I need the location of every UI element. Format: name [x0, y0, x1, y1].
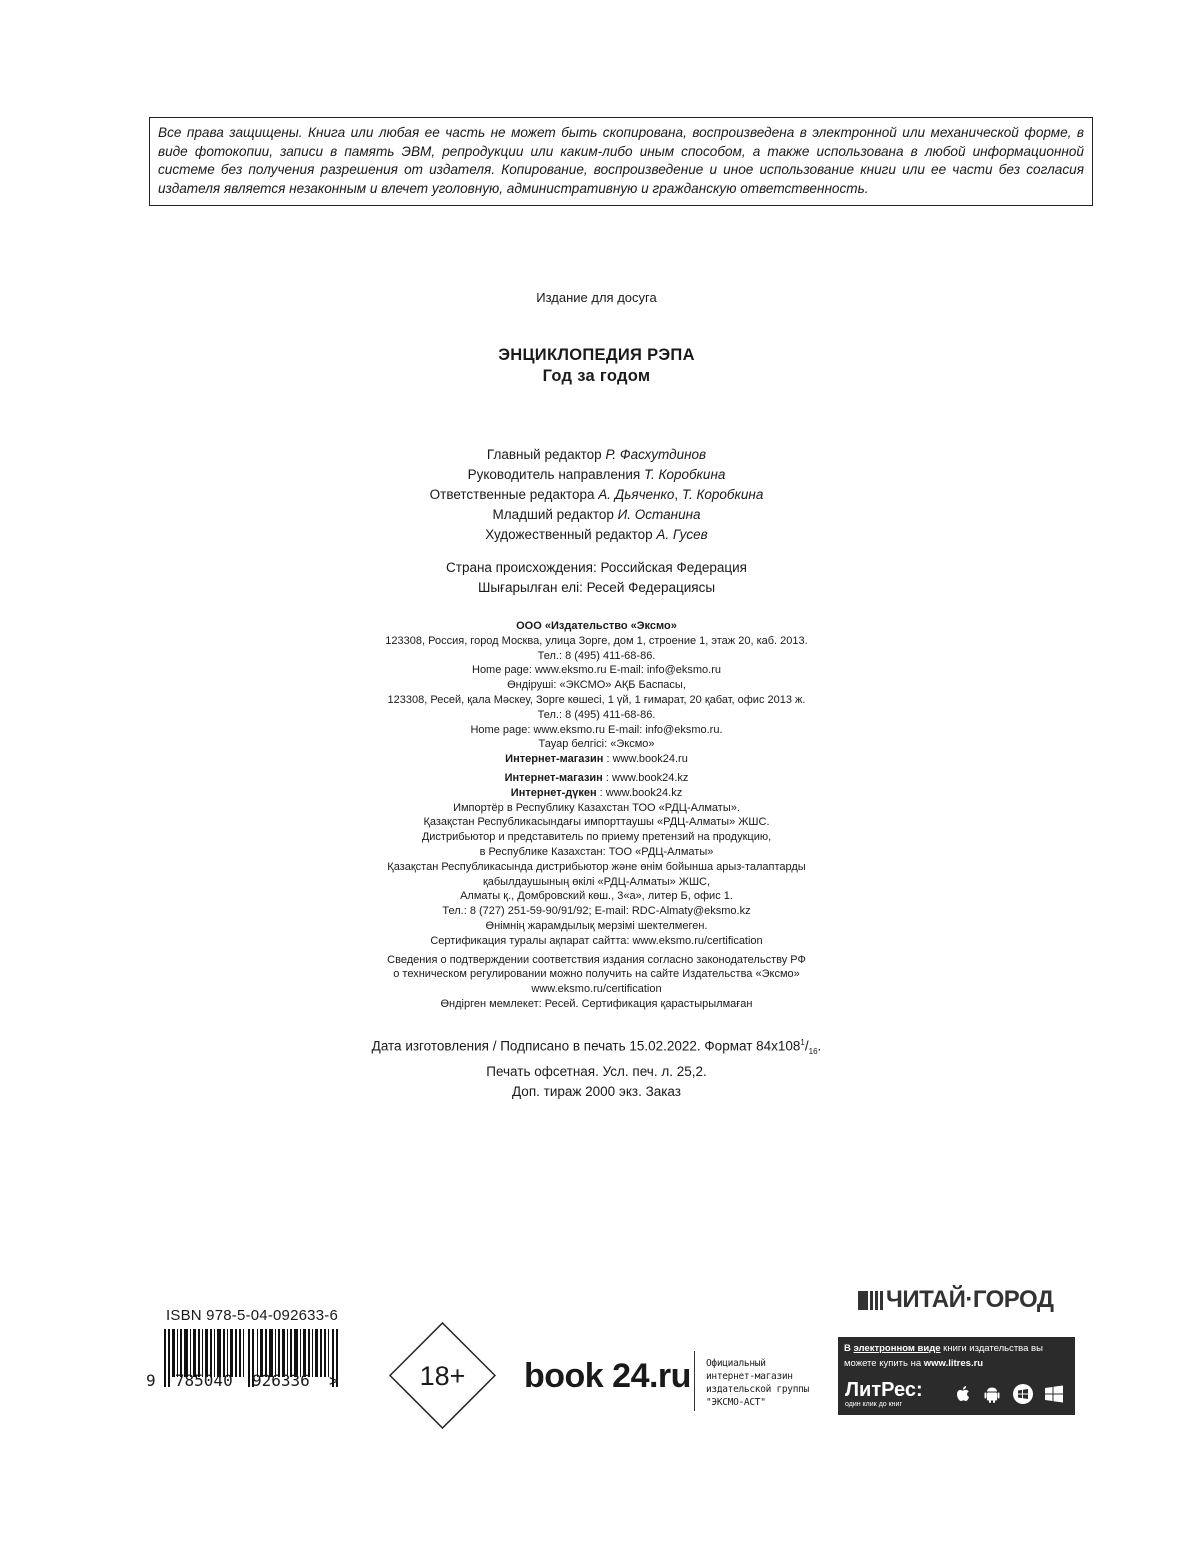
shop-kz: Интернет-магазин : www.book24.kz	[504, 771, 689, 784]
origin-ru: Страна происхождения: Российская Федерация	[446, 560, 747, 575]
credit-line: Младший редактор И. Останина	[492, 507, 701, 522]
print-info	[0, 1033, 1193, 1102]
credit-line: Главный редактор Р. Фасхутдинов	[486, 447, 707, 462]
credit-line: Художественный редактор А. Гусев	[485, 527, 708, 542]
age-rating: 18+	[419, 1361, 466, 1391]
publisher-line: Тел.: 8 (495) 411-68-86.	[537, 649, 656, 662]
litres-banner	[838, 1337, 1075, 1415]
publisher-block	[0, 619, 1193, 1012]
publisher-line: Home page: www.eksmo.ru E-mail: info@eksmo.ru	[472, 664, 721, 677]
divider	[694, 1351, 695, 1411]
edition-type: Издание для досуга	[536, 290, 657, 305]
publisher-line: Қазақстан Республикасындағы импорттаушы «РДЦ-Алматы» ЖШС.	[423, 816, 770, 829]
chitai-gorod-bars-icon	[858, 1291, 883, 1310]
barcode-digits: 9 785040 926336 >	[146, 1371, 339, 1390]
publisher-line: Сведения о подтверждении соответствия издания согласно законодательству РФ	[387, 953, 806, 966]
book-title-sub: Год за годом	[542, 367, 651, 385]
shop-kz2: Интернет-дүкен : www.book24.kz	[510, 786, 683, 799]
windows-icon	[1043, 1383, 1065, 1405]
print-run-line: Доп. тираж 2000 экз. Заказ	[512, 1084, 681, 1100]
publisher-line: Сертификация туралы ақпарат сайтта: www.eksmo.ru/certification	[430, 934, 763, 947]
publisher-line: Алматы қ., Домбровский көш., 3«а», литер Б, офис 1.	[460, 890, 733, 903]
book24-logo: book 24.ru	[524, 1357, 691, 1395]
credits-block	[0, 445, 1193, 545]
credit-line: Руководитель направления Т. Коробкина	[467, 467, 726, 482]
publisher-line: Импортёр в Республику Казахстан ТОО «РДЦ-Алматы».	[453, 801, 740, 814]
publisher-line: қабылдаушының өкілі «РДЦ-Алматы» ЖШС,	[482, 875, 711, 888]
publisher-line: Өндірген мемлекет: Ресей. Сертификация қарастырылмаған	[440, 997, 753, 1010]
publisher-line: Қазақстан Республикасында дистрибьютор және өнім бойынша арыз-талаптарды	[387, 860, 806, 873]
windows-phone-icon	[1012, 1383, 1034, 1405]
publisher-line: в Республике Казахстан: ТОО «РДЦ-Алматы»	[479, 845, 714, 858]
origin-block	[0, 558, 1193, 597]
credit-line: Ответственные редактора А. Дьяченко, Т. Коробкина	[429, 487, 764, 502]
publisher-line: Тел.: 8 (727) 251-59-90/91/92; E-mail: RDC-Almaty@eksmo.kz	[442, 905, 751, 918]
apple-icon	[952, 1383, 974, 1405]
publisher-line: о техническом регулировании можно получить на сайте Издательства «Эксмо»	[393, 968, 800, 981]
publisher-name: ООО «Издательство «Эксмо»	[516, 620, 677, 632]
official-shop-note: Официальный интернет-магазин издательской группы "ЭКСМО-АСТ"	[706, 1358, 809, 1408]
print-date-line: Дата изготовления / Подписано в печать 15.02.2022. Формат $84х108^1/_{16}$.	[371, 1038, 822, 1057]
publisher-line: Өндіруші: «ЭКСМО» АҚБ Баспасы,	[507, 679, 686, 692]
book-title-main: ЭНЦИКЛОПЕДИЯ РЭПА	[498, 346, 695, 364]
chitai-gorod-logo: ЧИТАЙ·ГОРОД	[858, 1286, 1053, 1314]
litres-tagline: один клик до книг	[845, 1401, 903, 1408]
publisher-line: Тауар белгісі: «Эксмо»	[538, 738, 655, 751]
book-title	[0, 345, 1193, 387]
publisher-line: 123308, Россия, город Москва, улица Зорге, дом 1, строение 1, этаж 20, каб. 2013.	[385, 634, 808, 647]
origin-kz: Шығарылған елі: Ресей Федерациясы	[477, 579, 716, 595]
isbn-block	[146, 1307, 366, 1390]
publisher-line: Home page: www.eksmo.ru E-mail: info@eksmo.ru.	[470, 723, 723, 736]
isbn-number: ISBN 978-5-04-092633-6	[166, 1307, 339, 1324]
publisher-line: www.eksmo.ru/certification	[531, 983, 662, 996]
litres-text: В электронном виде книги издательства вы можете купить на www.litres.ru	[844, 1343, 1043, 1369]
publisher-line: Дистрибьютор и представитель по приему претензий на продукцию,	[421, 831, 772, 844]
print-type-line: Печать офсетная. Усл. печ. л. 25,2.	[486, 1064, 707, 1080]
publisher-line: Өнімнің жарамдылық мерзімі шектелмеген.	[485, 919, 708, 932]
publisher-line: 123308, Ресей, қала Мәскеу, Зорге көшесі, 1 үй, 1 ғимарат, 20 қабат, офис 2013 ж.	[387, 693, 806, 706]
rights-notice: Все права защищены. Книга или любая ее часть не может быть скопирована, воспроизведена в электронной или механической форме, в виде фотокопии, записи в память ЭВМ, репродукции или каким-либо иным способом, а также использована в любой информационной системе без получения разрешения от издателя. Копирование, воспроизведение и иное использование книги или ее части без согласия издателя является незаконным и влечет уголовную, административную и гражданскую ответственность.	[149, 117, 1093, 206]
litres-logo: ЛитРес:	[845, 1379, 923, 1401]
publisher-line: Тел.: 8 (495) 411-68-86.	[537, 708, 656, 721]
android-icon	[981, 1383, 1003, 1405]
shop-ru: Интернет-магазин : www.book24.ru	[505, 753, 688, 766]
